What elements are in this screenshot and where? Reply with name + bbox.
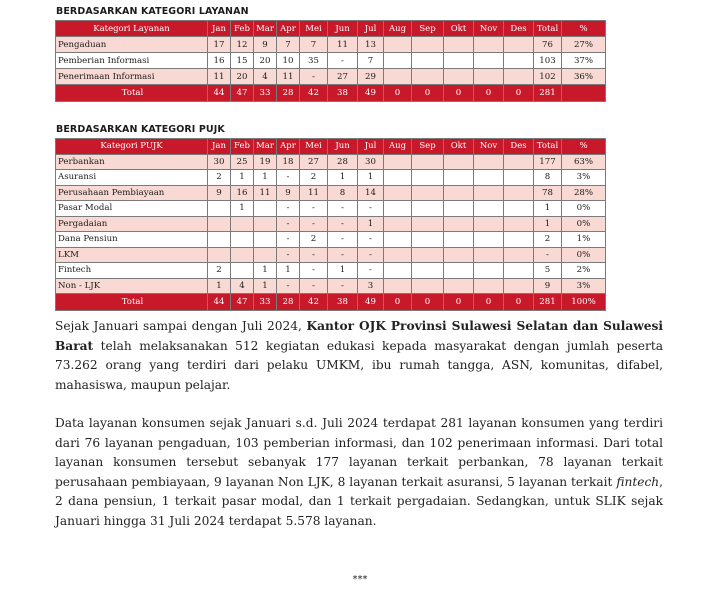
month-value-cell <box>444 216 474 232</box>
month-value-cell: 15 <box>231 53 254 69</box>
row-category-label: Pergadaian <box>56 216 208 232</box>
row-category-label: Pasar Modal <box>56 201 208 217</box>
row-category-label: Pengaduan <box>56 37 208 53</box>
month-value-cell: - <box>277 247 300 263</box>
month-value-cell: 2 <box>208 263 231 279</box>
month-value-cell <box>504 201 534 217</box>
office-name: Kantor OJK Provinsi Sulawesi Selatan dan Sulawesi Barat <box>55 319 664 353</box>
month-value-cell <box>412 201 444 217</box>
total-month-cell: 0 <box>504 294 534 311</box>
column-header-month: Okt <box>444 139 474 155</box>
month-value-cell: 20 <box>231 69 254 85</box>
table-row <box>56 263 606 279</box>
column-header-month: Des <box>504 21 534 37</box>
table-row <box>56 154 606 170</box>
total-row <box>56 294 606 311</box>
row-total-cell: 78 <box>534 185 562 201</box>
month-value-cell: - <box>300 69 328 85</box>
row-percent-cell: 63% <box>562 154 606 170</box>
column-header-month: Apr <box>277 139 300 155</box>
month-value-cell: 8 <box>328 185 358 201</box>
column-header-category: Kategori Layanan <box>56 21 208 37</box>
row-percent-cell: 37% <box>562 53 606 69</box>
total-month-cell: 0 <box>412 85 444 102</box>
table-row <box>56 53 606 69</box>
month-value-cell <box>504 185 534 201</box>
total-month-cell: 47 <box>231 85 254 102</box>
total-month-cell: 0 <box>444 85 474 102</box>
total-month-cell: 44 <box>208 85 231 102</box>
grand-total-cell: 281 <box>534 85 562 102</box>
column-header-month: Mar <box>254 139 277 155</box>
month-value-cell <box>412 185 444 201</box>
month-value-cell <box>504 53 534 69</box>
column-header-total: Total <box>534 21 562 37</box>
month-value-cell: 9 <box>277 185 300 201</box>
table-row <box>56 69 606 85</box>
month-value-cell <box>412 278 444 294</box>
month-value-cell <box>208 201 231 217</box>
month-value-cell <box>254 232 277 248</box>
month-value-cell <box>474 232 504 248</box>
row-percent-cell: 0% <box>562 201 606 217</box>
table2-title: BERDASARKAN KATEGORI PUJK <box>56 124 225 135</box>
column-header-month: Jan <box>208 139 231 155</box>
month-value-cell: 9 <box>254 37 277 53</box>
month-value-cell <box>504 154 534 170</box>
total-month-cell: 44 <box>208 294 231 311</box>
row-category-label: Penerimaan Informasi <box>56 69 208 85</box>
month-value-cell <box>412 216 444 232</box>
month-value-cell <box>474 53 504 69</box>
month-value-cell: - <box>328 53 358 69</box>
table1-title: BERDASARKAN KATEGORI LAYANAN <box>56 6 249 17</box>
month-value-cell <box>412 37 444 53</box>
month-value-cell <box>412 247 444 263</box>
column-header-month: Mei <box>300 21 328 37</box>
month-value-cell: - <box>328 278 358 294</box>
month-value-cell: 10 <box>277 53 300 69</box>
column-header-month: Feb <box>231 139 254 155</box>
month-value-cell: - <box>277 201 300 217</box>
month-value-cell: - <box>300 201 328 217</box>
pujk-category-table <box>55 138 606 311</box>
month-value-cell <box>231 216 254 232</box>
column-header-month: Okt <box>444 21 474 37</box>
month-value-cell <box>384 263 412 279</box>
column-header-category: Kategori PUJK <box>56 139 208 155</box>
month-value-cell: 18 <box>277 154 300 170</box>
month-value-cell <box>474 278 504 294</box>
month-value-cell: - <box>358 263 384 279</box>
month-value-cell <box>474 201 504 217</box>
month-value-cell: 2 <box>208 170 231 186</box>
column-header-month: Nov <box>474 21 504 37</box>
month-value-cell <box>474 170 504 186</box>
column-header-month: Jun <box>328 21 358 37</box>
month-value-cell <box>412 53 444 69</box>
month-value-cell <box>504 69 534 85</box>
month-value-cell <box>254 216 277 232</box>
month-value-cell <box>444 263 474 279</box>
row-percent-cell: 36% <box>562 69 606 85</box>
month-value-cell <box>412 154 444 170</box>
month-value-cell <box>444 170 474 186</box>
table-row <box>56 247 606 263</box>
month-value-cell <box>208 247 231 263</box>
month-value-cell: 12 <box>231 37 254 53</box>
row-category-label: Dana Pensiun <box>56 232 208 248</box>
row-category-label: Fintech <box>56 263 208 279</box>
month-value-cell: - <box>328 232 358 248</box>
month-value-cell <box>384 53 412 69</box>
month-value-cell <box>444 278 474 294</box>
paragraph-education-body: telah melaksanakan 512 kegiatan edukasi kepada masyarakat dengan jumlah peserta 73.262 orang yang terdiri dari pelaku UMKM, ibu rumah tangga, ASN, komunitas, difabel, mahasiswa, maupun pelajar. <box>55 338 663 392</box>
month-value-cell: - <box>358 232 384 248</box>
month-value-cell: 9 <box>208 185 231 201</box>
total-month-cell: 0 <box>412 294 444 311</box>
paragraph-consumer-services <box>55 414 663 532</box>
column-header-month: Jul <box>358 139 384 155</box>
month-value-cell <box>254 247 277 263</box>
total-month-cell: 0 <box>474 85 504 102</box>
total-month-cell: 33 <box>254 85 277 102</box>
month-value-cell <box>504 263 534 279</box>
month-value-cell: - <box>300 247 328 263</box>
month-value-cell <box>504 278 534 294</box>
month-value-cell <box>384 185 412 201</box>
month-value-cell <box>412 263 444 279</box>
month-value-cell: 16 <box>208 53 231 69</box>
month-value-cell: 11 <box>254 185 277 201</box>
row-percent-cell: 27% <box>562 37 606 53</box>
month-value-cell: 3 <box>358 278 384 294</box>
row-category-label: Asuransi <box>56 170 208 186</box>
paragraph-services-end: , 2 dana pensiun, 1 terkait pasar modal, dan 1 terkait pergadaian. Sedangkan, untuk SLIK sejak Januari hingga 31 Juli 2024 terdapat 5.578 layanan. <box>55 474 663 528</box>
month-value-cell: 16 <box>231 185 254 201</box>
month-value-cell: - <box>328 201 358 217</box>
month-value-cell <box>474 185 504 201</box>
row-total-cell: 1 <box>534 201 562 217</box>
table-row <box>56 201 606 217</box>
month-value-cell <box>474 216 504 232</box>
month-value-cell: 27 <box>300 154 328 170</box>
month-value-cell <box>231 232 254 248</box>
table-row <box>56 278 606 294</box>
total-month-cell: 0 <box>444 294 474 311</box>
table-row <box>56 232 606 248</box>
month-value-cell: 29 <box>358 69 384 85</box>
month-value-cell <box>444 154 474 170</box>
table-row <box>56 216 606 232</box>
row-category-label: Perusahaan Pembiayaan <box>56 185 208 201</box>
month-value-cell: 19 <box>254 154 277 170</box>
total-month-cell: 28 <box>277 294 300 311</box>
column-header-month: Apr <box>277 21 300 37</box>
row-total-cell: 102 <box>534 69 562 85</box>
month-value-cell <box>384 278 412 294</box>
fintech-term: fintech <box>616 474 660 489</box>
total-percent-cell: 100% <box>562 294 606 311</box>
month-value-cell <box>208 216 231 232</box>
month-value-cell: 27 <box>328 69 358 85</box>
month-value-cell: 1 <box>328 170 358 186</box>
month-value-cell <box>231 263 254 279</box>
total-row-label: Total <box>56 85 208 102</box>
total-row <box>56 85 606 102</box>
month-value-cell: 11 <box>208 69 231 85</box>
column-header-month: Sep <box>412 139 444 155</box>
month-value-cell: 25 <box>231 154 254 170</box>
row-percent-cell: 3% <box>562 170 606 186</box>
month-value-cell <box>384 247 412 263</box>
row-total-cell: 103 <box>534 53 562 69</box>
row-total-cell: - <box>534 247 562 263</box>
month-value-cell <box>231 247 254 263</box>
month-value-cell <box>444 185 474 201</box>
row-total-cell: 5 <box>534 263 562 279</box>
month-value-cell <box>474 37 504 53</box>
month-value-cell <box>504 170 534 186</box>
month-value-cell: 7 <box>300 37 328 53</box>
month-value-cell: - <box>328 216 358 232</box>
month-value-cell: 1 <box>208 278 231 294</box>
total-month-cell: 42 <box>300 85 328 102</box>
month-value-cell <box>504 37 534 53</box>
month-value-cell: 1 <box>231 170 254 186</box>
total-month-cell: 33 <box>254 294 277 311</box>
column-header-month: Des <box>504 139 534 155</box>
month-value-cell: 4 <box>254 69 277 85</box>
month-value-cell <box>412 170 444 186</box>
month-value-cell <box>474 247 504 263</box>
paragraph-education-intro: Sejak Januari sampai dengan Juli 2024, <box>55 319 307 333</box>
row-total-cell: 8 <box>534 170 562 186</box>
month-value-cell: 14 <box>358 185 384 201</box>
month-value-cell <box>254 201 277 217</box>
month-value-cell: 30 <box>358 154 384 170</box>
row-total-cell: 9 <box>534 278 562 294</box>
table-row <box>56 170 606 186</box>
table-row <box>56 37 606 53</box>
grand-total-cell: 281 <box>534 294 562 311</box>
row-total-cell: 1 <box>534 216 562 232</box>
total-percent-cell <box>562 85 606 102</box>
month-value-cell <box>444 247 474 263</box>
month-value-cell <box>504 232 534 248</box>
month-value-cell: 35 <box>300 53 328 69</box>
column-header-month: Jan <box>208 21 231 37</box>
column-header-percent: % <box>562 21 606 37</box>
column-header-month: Nov <box>474 139 504 155</box>
month-value-cell: - <box>300 263 328 279</box>
row-category-label: LKM <box>56 247 208 263</box>
column-header-month: Aug <box>384 139 412 155</box>
month-value-cell: - <box>358 247 384 263</box>
month-value-cell: 1 <box>358 170 384 186</box>
row-category-label: Non - LJK <box>56 278 208 294</box>
column-header-month: Sep <box>412 21 444 37</box>
column-header-month: Feb <box>231 21 254 37</box>
service-category-table <box>55 20 606 102</box>
month-value-cell: - <box>277 216 300 232</box>
month-value-cell: - <box>300 278 328 294</box>
month-value-cell <box>444 232 474 248</box>
total-month-cell: 0 <box>384 294 412 311</box>
month-value-cell <box>384 216 412 232</box>
month-value-cell: 11 <box>277 69 300 85</box>
month-value-cell: 1 <box>277 263 300 279</box>
column-header-month: Mei <box>300 139 328 155</box>
month-value-cell <box>504 216 534 232</box>
month-value-cell: 1 <box>328 263 358 279</box>
month-value-cell <box>384 37 412 53</box>
paragraph-education <box>55 317 663 395</box>
column-header-month: Jul <box>358 21 384 37</box>
month-value-cell: 11 <box>328 37 358 53</box>
row-percent-cell: 3% <box>562 278 606 294</box>
row-total-cell: 177 <box>534 154 562 170</box>
month-value-cell: 1 <box>254 278 277 294</box>
month-value-cell <box>444 53 474 69</box>
month-value-cell: 2 <box>300 170 328 186</box>
month-value-cell: 1 <box>254 170 277 186</box>
month-value-cell: 1 <box>358 216 384 232</box>
month-value-cell <box>412 232 444 248</box>
month-value-cell <box>384 170 412 186</box>
column-header-percent: % <box>562 139 606 155</box>
total-month-cell: 38 <box>328 85 358 102</box>
paragraph-services-body: Data layanan konsumen sejak Januari s.d. Juli 2024 terdapat 281 layanan konsumen yang terdiri dari 76 layanan pengaduan, 103 pemberian informasi, dan 102 penerimaan informasi. Dari total layanan konsumen tersebut sebanyak 177 layanan terkait perbankan, 78 layanan terkait perusahaan pembiayaan, 9 layanan Non LJK, 8 layanan terkait asuransi, 5 layanan terkait <box>55 416 663 489</box>
total-month-cell: 38 <box>328 294 358 311</box>
month-value-cell: 17 <box>208 37 231 53</box>
row-percent-cell: 1% <box>562 232 606 248</box>
total-month-cell: 49 <box>358 294 384 311</box>
month-value-cell: 1 <box>254 263 277 279</box>
row-percent-cell: 28% <box>562 185 606 201</box>
column-header-total: Total <box>534 139 562 155</box>
month-value-cell <box>444 69 474 85</box>
total-month-cell: 42 <box>300 294 328 311</box>
month-value-cell: 2 <box>300 232 328 248</box>
row-percent-cell: 0% <box>562 216 606 232</box>
month-value-cell: - <box>358 201 384 217</box>
month-value-cell: - <box>277 232 300 248</box>
month-value-cell: 20 <box>254 53 277 69</box>
total-month-cell: 47 <box>231 294 254 311</box>
month-value-cell: 28 <box>328 154 358 170</box>
row-percent-cell: 2% <box>562 263 606 279</box>
total-month-cell: 49 <box>358 85 384 102</box>
month-value-cell <box>474 69 504 85</box>
month-value-cell <box>208 232 231 248</box>
month-value-cell: 7 <box>358 53 384 69</box>
row-total-cell: 76 <box>534 37 562 53</box>
month-value-cell <box>384 232 412 248</box>
month-value-cell <box>444 37 474 53</box>
table-row <box>56 185 606 201</box>
column-header-month: Mar <box>254 21 277 37</box>
column-header-month: Jun <box>328 139 358 155</box>
month-value-cell <box>384 69 412 85</box>
total-month-cell: 28 <box>277 85 300 102</box>
month-value-cell <box>384 201 412 217</box>
month-value-cell: - <box>328 247 358 263</box>
month-value-cell: 30 <box>208 154 231 170</box>
total-month-cell: 0 <box>474 294 504 311</box>
row-percent-cell: 0% <box>562 247 606 263</box>
month-value-cell: - <box>277 170 300 186</box>
month-value-cell <box>412 69 444 85</box>
month-value-cell: 11 <box>300 185 328 201</box>
column-header-month: Aug <box>384 21 412 37</box>
month-value-cell <box>474 263 504 279</box>
month-value-cell: - <box>300 216 328 232</box>
row-total-cell: 2 <box>534 232 562 248</box>
month-value-cell <box>474 154 504 170</box>
month-value-cell: - <box>277 278 300 294</box>
month-value-cell: 7 <box>277 37 300 53</box>
row-category-label: Perbankan <box>56 154 208 170</box>
month-value-cell <box>384 154 412 170</box>
total-month-cell: 0 <box>504 85 534 102</box>
month-value-cell: 4 <box>231 278 254 294</box>
section-end-mark: *** <box>352 574 368 585</box>
total-month-cell: 0 <box>384 85 412 102</box>
month-value-cell: 13 <box>358 37 384 53</box>
month-value-cell: 1 <box>231 201 254 217</box>
row-category-label: Pemberian Informasi <box>56 53 208 69</box>
month-value-cell <box>444 201 474 217</box>
total-row-label: Total <box>56 294 208 311</box>
month-value-cell <box>504 247 534 263</box>
